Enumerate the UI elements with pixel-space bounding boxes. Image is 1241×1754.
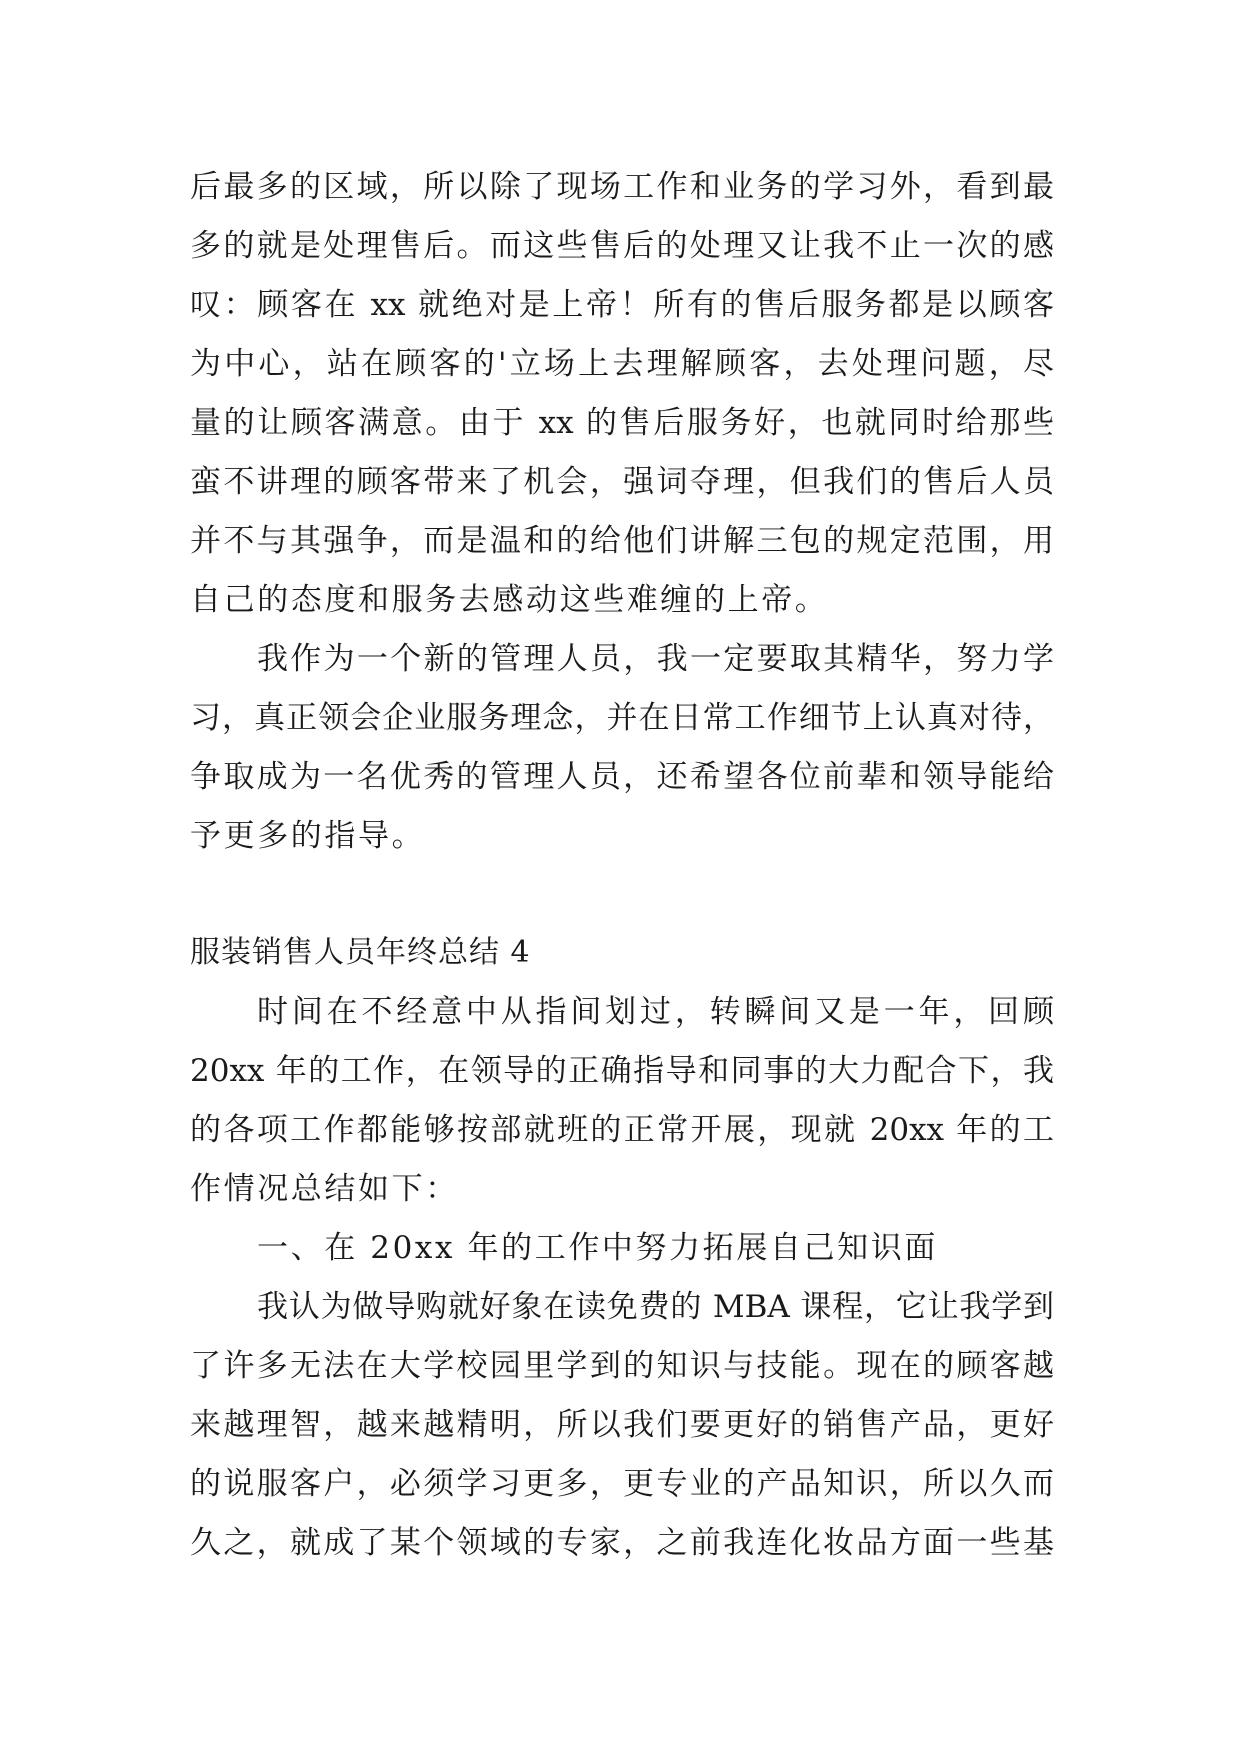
- text-line: 20xx 年的工作，在领导的正确指导和同事的大力配合下，我: [190, 1053, 1054, 1089]
- text-line: 来越理智，越来越精明，所以我们要更好的销售产品，更好: [190, 1407, 1054, 1443]
- text-line: 予更多的指导。: [190, 818, 426, 854]
- text-line: 的说服客户，必须学习更多，更专业的产品知识，所以久而: [190, 1466, 1054, 1502]
- text-line: 久之，就成了某个领域的专家，之前我连化妆品方面一些基: [190, 1525, 1054, 1561]
- text-line: 习，真正领会企业服务理念，并在日常工作细节上认真对待，: [190, 700, 1054, 736]
- text-line: 自己的态度和服务去感动这些难缠的上帝。: [190, 582, 829, 618]
- text-line: 的各项工作都能够按部就班的正常开展，现就 20xx 年的工: [190, 1112, 1054, 1148]
- text-line: 蛮不讲理的顾客带来了机会，强词夺理，但我们的售后人员: [190, 464, 1054, 500]
- text-line: 争取成为一名优秀的管理人员，还希望各位前辈和领导能给: [190, 759, 1054, 795]
- text-line: 叹：顾客在 xx 就绝对是上帝！所有的售后服务都是以顾客: [190, 287, 1054, 323]
- text-line: 时间在不经意中从指间划过，转瞬间又是一年，回顾: [257, 994, 1054, 1030]
- text-line: 多的就是处理售后。而这些售后的处理又让我不止一次的感: [190, 228, 1054, 264]
- text-line: 了许多无法在大学校园里学到的知识与技能。现在的顾客越: [190, 1348, 1054, 1384]
- text-line: 并不与其强争，而是温和的给他们讲解三包的规定范围，用: [190, 523, 1054, 559]
- text-line: 我认为做导购就好象在读免费的 MBA 课程，它让我学到: [257, 1289, 1054, 1325]
- text-line: 量的让顾客满意。由于 xx 的售后服务好，也就同时给那些: [190, 405, 1054, 441]
- subheading-line: 一、在 20xx 年的工作中努力拓展自己知识面: [257, 1230, 938, 1266]
- text-line: 作情况总结如下：: [190, 1171, 459, 1207]
- text-line: 为中心，站在顾客的'立场上去理解顾客，去处理问题，尽: [190, 346, 1054, 382]
- section-title: 服装销售人员年终总结 4: [190, 935, 531, 970]
- text-line: 我作为一个新的管理人员，我一定要取其精华，努力学: [257, 641, 1054, 677]
- text-line: 后最多的区域，所以除了现场工作和业务的学习外，看到最: [190, 169, 1054, 205]
